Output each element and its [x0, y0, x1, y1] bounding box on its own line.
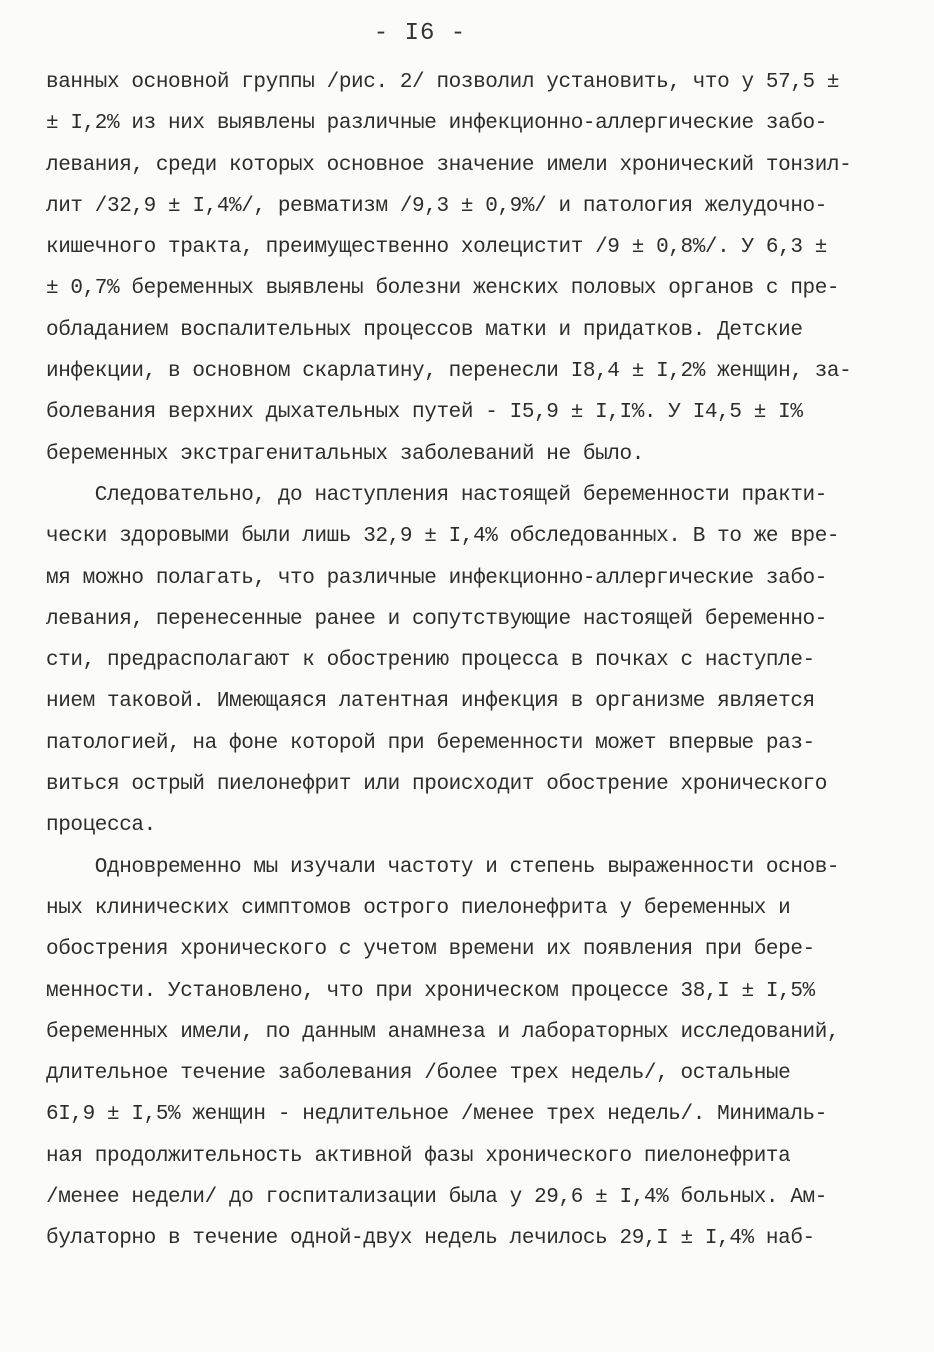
text-line: менности. Установлено, что при хроническом процессе 38,I ± I,5%: [46, 979, 815, 1003]
text-line: сти, предрасполагают к обострению процесса в почках с наступле-: [46, 649, 815, 673]
text-line: лит /32,9 ± I,4%/, ревматизм /9,3 ± 0,9%/ и патология желудочно-: [46, 194, 827, 218]
text-line: процесса.: [46, 814, 156, 838]
text-line: мя можно полагать, что различные инфекционно-аллергические забо-: [46, 566, 827, 590]
text-line: ± 0,7% беременных выявлены болезни женских половых органов с пре-: [46, 277, 840, 301]
text-line: длительное течение заболевания /более трех недель/, остальные: [46, 1062, 791, 1086]
text-line: обострения хронического с учетом времени их появления при бере-: [46, 938, 815, 962]
text-line: чески здоровыми были лишь 32,9 ± I,4% обследованных. В то же вре-: [46, 525, 840, 549]
text-line: ная продолжительность активной фазы хронического пиелонефрита: [46, 1144, 791, 1168]
text-line: обладанием воспалительных процессов матки и придатков. Детские: [46, 318, 803, 342]
text-line: виться острый пиелонефрит или происходит обострение хронического: [46, 773, 827, 797]
text-line: 6I,9 ± I,5% женщин - недлительное /менее трех недель/. Минималь-: [46, 1103, 827, 1127]
text-line: ванных основной группы /рис. 2/ позволил установить, что у 57,5 ±: [46, 71, 840, 94]
text-line: булаторно в течение одной-двух недель лечилось 29,I ± I,4% наб-: [46, 1227, 815, 1251]
text-line: нием таковой. Имеющаяся латентная инфекция в организме является: [46, 690, 815, 714]
body-text: [46, 62, 896, 1260]
text-line: патологией, на фоне которой при беременности может впервые раз-: [46, 731, 815, 755]
text-line: левания, среди которых основное значение имели хронический тонзил-: [46, 153, 852, 177]
text-line: болевания верхних дыхательных путей - I5,9 ± I,I%. У I4,5 ± I%: [46, 401, 803, 425]
page-number: - I6 -: [373, 20, 467, 47]
text-line: инфекции, в основном скарлатину, перенесли I8,4 ± I,2% женщин, за-: [46, 360, 852, 384]
text-line: /менее недели/ до госпитализации была у 29,6 ± I,4% больных. Ам-: [46, 1186, 827, 1210]
text-line: левания, перенесенные ранее и сопутствующие настоящей беременно-: [46, 607, 827, 631]
text-line: ных клинических симптомов острого пиелонефрита у беременных и: [46, 896, 791, 920]
text-line: беременных экстрагенитальных заболеваний не было.: [46, 442, 644, 466]
text-line: беременных имели, по данным анамнеза и лабораторных исследований,: [46, 1020, 840, 1044]
text-line: Одновременно мы изучали частоту и степень выраженности основ-: [46, 855, 840, 879]
text-line: ± I,2% из них выявлены различные инфекционно-аллергические забо-: [46, 112, 827, 136]
text-line: Следовательно, до наступления настоящей беременности практи-: [46, 483, 827, 507]
text-line: кишечного тракта, преимущественно холецистит /9 ± 0,8%/. У 6,3 ±: [46, 236, 827, 260]
